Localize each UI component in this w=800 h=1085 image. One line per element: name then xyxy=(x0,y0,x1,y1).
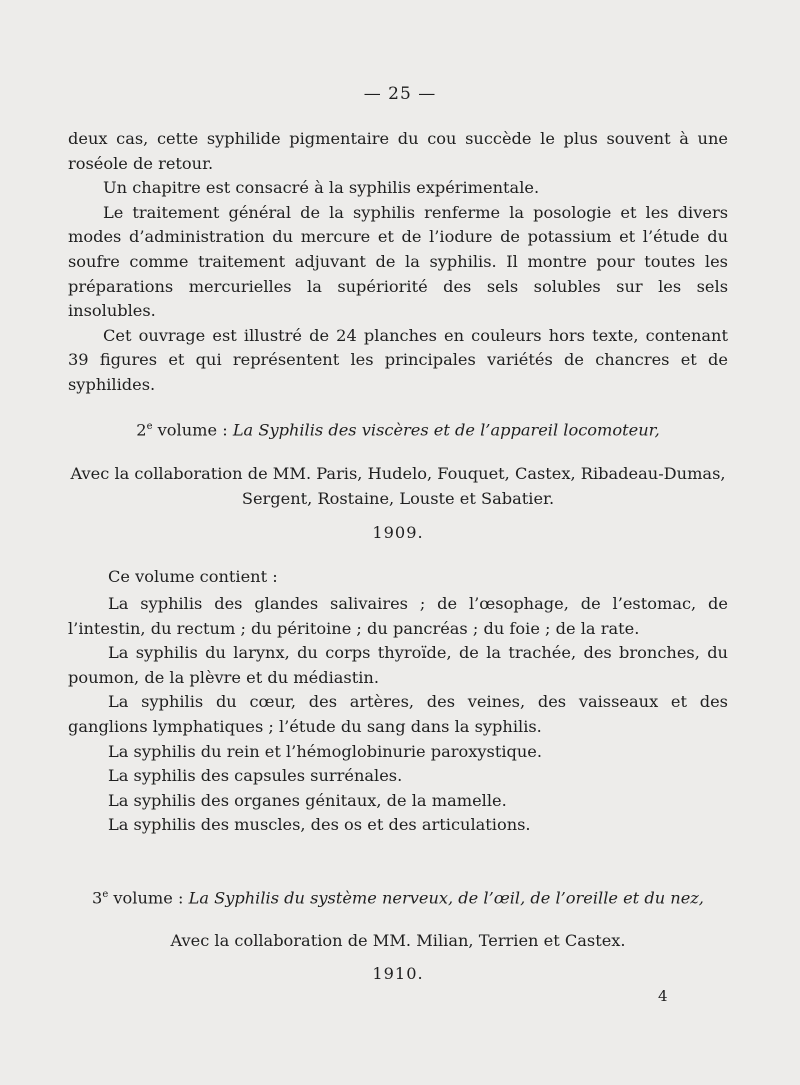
list-item: La syphilis du cœur, des artères, des veines, des vaisseaux et des ganglions lymphatiques ; l’étude du sang dans la syphilis. xyxy=(68,692,728,736)
vol2-heading xyxy=(68,415,728,443)
vol2-number: 2 xyxy=(136,420,147,440)
vol3-sup: e xyxy=(102,889,109,900)
vol2-sup: e xyxy=(146,421,153,432)
list-item: La syphilis du larynx, du corps thyroïde, de la trachée, des bronches, du poumon, de la plèvre et du médiastin. xyxy=(68,643,728,687)
list-item: La syphilis des organes génitaux, de la mamelle. xyxy=(108,790,507,810)
vol3-heading xyxy=(68,883,728,911)
contents-intro: Ce volume contient : xyxy=(108,567,278,586)
intro-text xyxy=(68,127,728,398)
paragraph: deux cas, cette syphilide pigmentaire du cou succède le plus souvent à une roséole de retour. xyxy=(68,129,728,173)
list-item: La syphilis des glandes salivaires ; de l’œsophage, de l’estomac, de l’intestin, du rectum ; du péritoine ; du pancréas ; du foie ; de la rate. xyxy=(68,594,728,638)
vol2-title: La Syphilis des viscères et de l’appareil locomoteur, xyxy=(232,420,660,440)
vol3-collaboration: Avec la collaboration de MM. Milian, Terrien et Castex. xyxy=(170,931,626,950)
vol2-items xyxy=(68,592,728,838)
collab-line: Avec la collaboration de MM. Paris, Hudelo, Fouquet, Castex, Ribadeau-Dumas, xyxy=(70,464,726,483)
vol2-label: volume : xyxy=(152,420,233,440)
paragraph: Un chapitre est consacré à la syphilis expérimentale. xyxy=(103,178,540,198)
page-number: — 25 — xyxy=(363,84,437,104)
list-item: La syphilis du rein et l’hémoglobinurie paroxystique. xyxy=(108,741,543,761)
paragraph: Cet ouvrage est illustré de 24 planches en couleurs hors texte, contenant 39 figures et qui représentent les principales variétés de chancres et de syphilides. xyxy=(68,325,728,394)
vol2-contents xyxy=(68,565,728,590)
vol3-number: 3 xyxy=(92,888,103,908)
vol3-year: 1910. xyxy=(372,964,424,983)
paragraph: Le traitement général de la syphilis renferme la posologie et les divers modes d’administration du mercure et de l’iodure de potassium et l’étude du soufre comme traitement adjuvant de la syphilis. Il montre pour toutes les préparations mercurielles la supériorité des sels solubles sur les sels insolubles. xyxy=(68,202,728,321)
vol2-year: 1909. xyxy=(372,523,424,542)
vol3-label: volume : xyxy=(108,888,189,908)
collab-line: Sergent, Rostaine, Louste et Sabatier. xyxy=(241,488,555,508)
list-item: La syphilis des capsules surrénales. xyxy=(108,766,403,786)
list-item: La syphilis des muscles, des os et des articulations. xyxy=(108,815,531,835)
vol2-collaboration xyxy=(68,462,728,511)
signature-mark: 4 xyxy=(658,987,668,1005)
vol3-title: La Syphilis du système nerveux, de l’œil, de l’oreille et du nez, xyxy=(188,888,704,908)
